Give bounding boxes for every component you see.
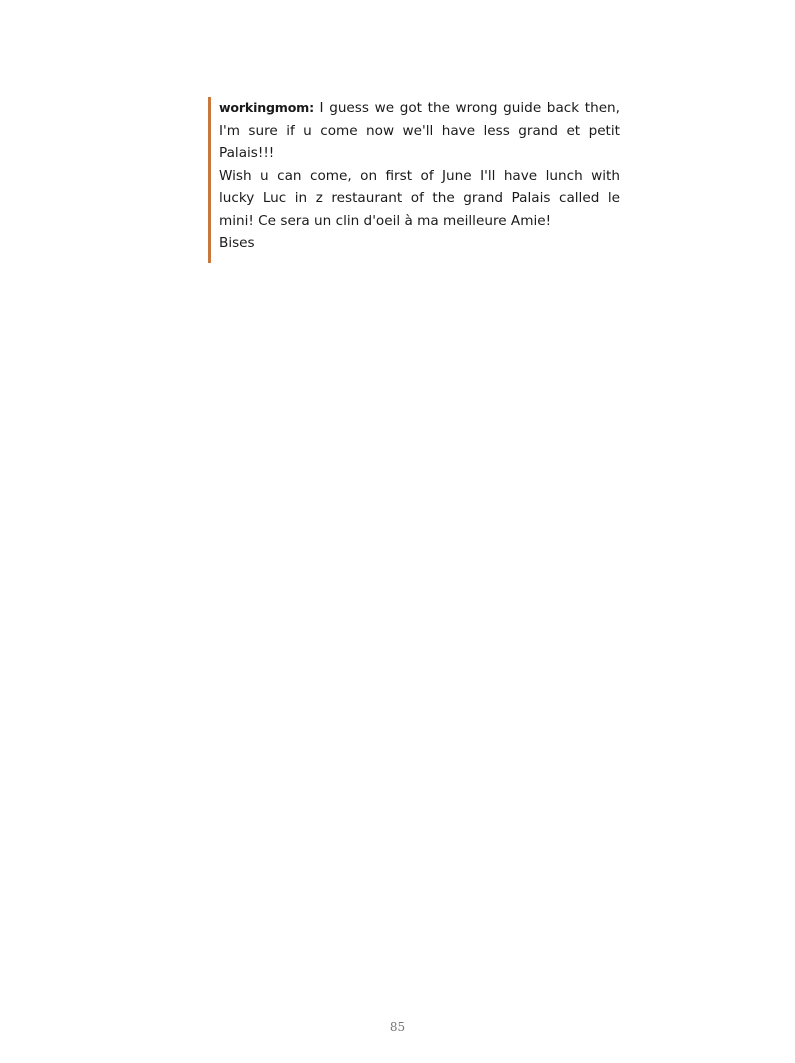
comment-text-line-6: mini! Ce sera un clin d'oeil à ma meilleure Amie! <box>219 212 552 229</box>
comment-text-line-1: I guess we got the wrong guide back then, <box>319 100 620 116</box>
comment-line-1 <box>219 97 620 120</box>
page-number: 85 <box>389 1020 406 1034</box>
comment-text-line-4: Wish u can come, on first of June I'll have lunch with <box>219 167 620 184</box>
comment-text-line-7: Bises <box>219 235 255 251</box>
comment-text-line-3: Palais!!! <box>219 145 275 161</box>
comment-text-line-2: I'm sure if u come now we'll have less grand et petit <box>219 122 620 139</box>
comment-quote-block <box>208 97 620 263</box>
comment-author: workingmom: <box>219 100 314 115</box>
comment-text-line-5: lucky Luc in z restaurant of the grand Palais called le <box>219 190 620 206</box>
